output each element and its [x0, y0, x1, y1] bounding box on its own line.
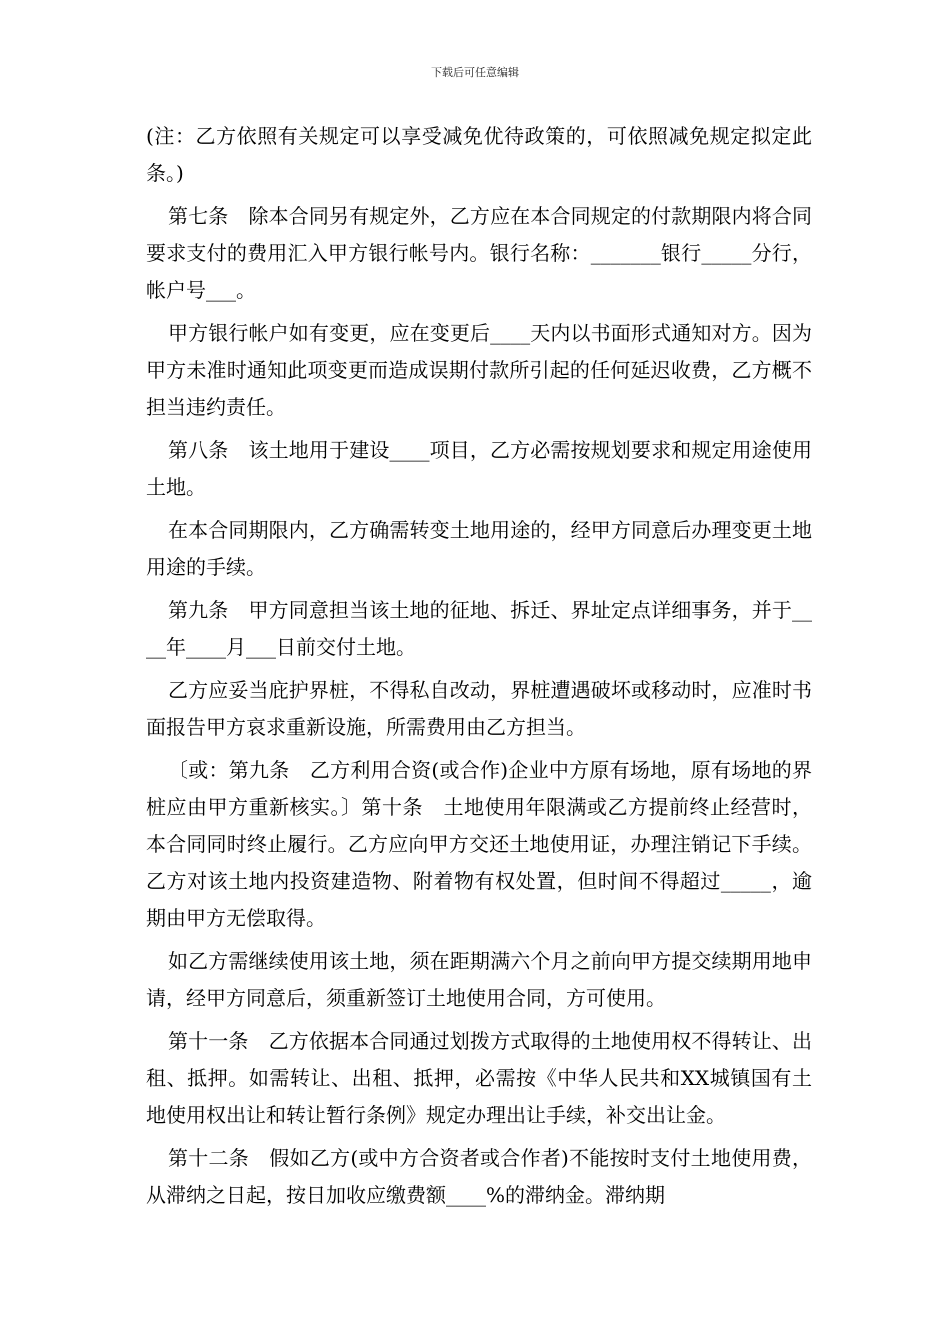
- article-7-paragraph: 第七条 除本合同另有规定外，乙方应在本合同规定的付款期限内将合同要求支付的费用汇入甲方银行帐号内。银行名称：_______银行_____分行，帐户号___。: [146, 204, 812, 302]
- land-use-change-paragraph: 在本合同期限内，乙方确需转变土地用途的，经甲方同意后办理变更土地用途的手续。: [146, 518, 812, 579]
- renewal-paragraph: 如乙方需继续使用该土地，须在距期满六个月之前向甲方提交续期用地申请，经甲方同意后，须重新签订土地使用合同，方可使用。: [146, 949, 812, 1010]
- article-9-paragraph: 第九条 甲方同意担当该土地的征地、拆迁、界址定点详细事务，并于____年____月___日前交付土地。: [146, 598, 812, 659]
- article-12-paragraph: 第十二条 假如乙方(或中方合资者或合作者)不能按时支付土地使用费，从滞纳之日起，按日加收应缴费额____%的滞纳金。滞纳期: [146, 1146, 812, 1207]
- document-body: [146, 118, 812, 1220]
- note-paragraph: (注：乙方依照有关规定可以享受减免优待政策的，可依照减免规定拟定此条。): [146, 124, 812, 185]
- article-9-alt-and-10-paragraph: 〔或：第九条 乙方利用合资(或合作)企业中方原有场地，原有场地的界桩应由甲方重新核实。〕第十条 土地使用年限满或乙方提前终止经营时，本合同同时终止履行。乙方应向甲方交还土地使用证，办理注销记下手续。乙方对该土地内投资建造物、附着物有权处置，但时间不得超过_____，逾期由甲方无偿取得。: [146, 758, 812, 930]
- page-header: 下载后可任意编辑: [431, 66, 519, 79]
- article-11-paragraph: 第十一条 乙方依据本合同通过划拨方式取得的土地使用权不得转让、出租、抵押。如需转让、出租、抵押，必需按《中华人民共和XX城镇国有土地使用权出让和转让暂行条例》规定办理出让手续，补交出让金。: [146, 1029, 812, 1127]
- boundary-marker-paragraph: 乙方应妥当庇护界桩，不得私自改动，界桩遭遇破坏或移动时，应准时书面报告甲方哀求重新设施，所需费用由乙方担当。: [146, 678, 812, 739]
- bank-account-change-paragraph: 甲方银行帐户如有变更，应在变更后____天内以书面形式通知对方。因为甲方未准时通知此项变更而造成误期付款所引起的任何延迟收费，乙方概不担当违约责任。: [146, 321, 812, 419]
- article-8-paragraph: 第八条 该土地用于建设____项目，乙方必需按规划要求和规定用途使用土地。: [146, 438, 812, 499]
